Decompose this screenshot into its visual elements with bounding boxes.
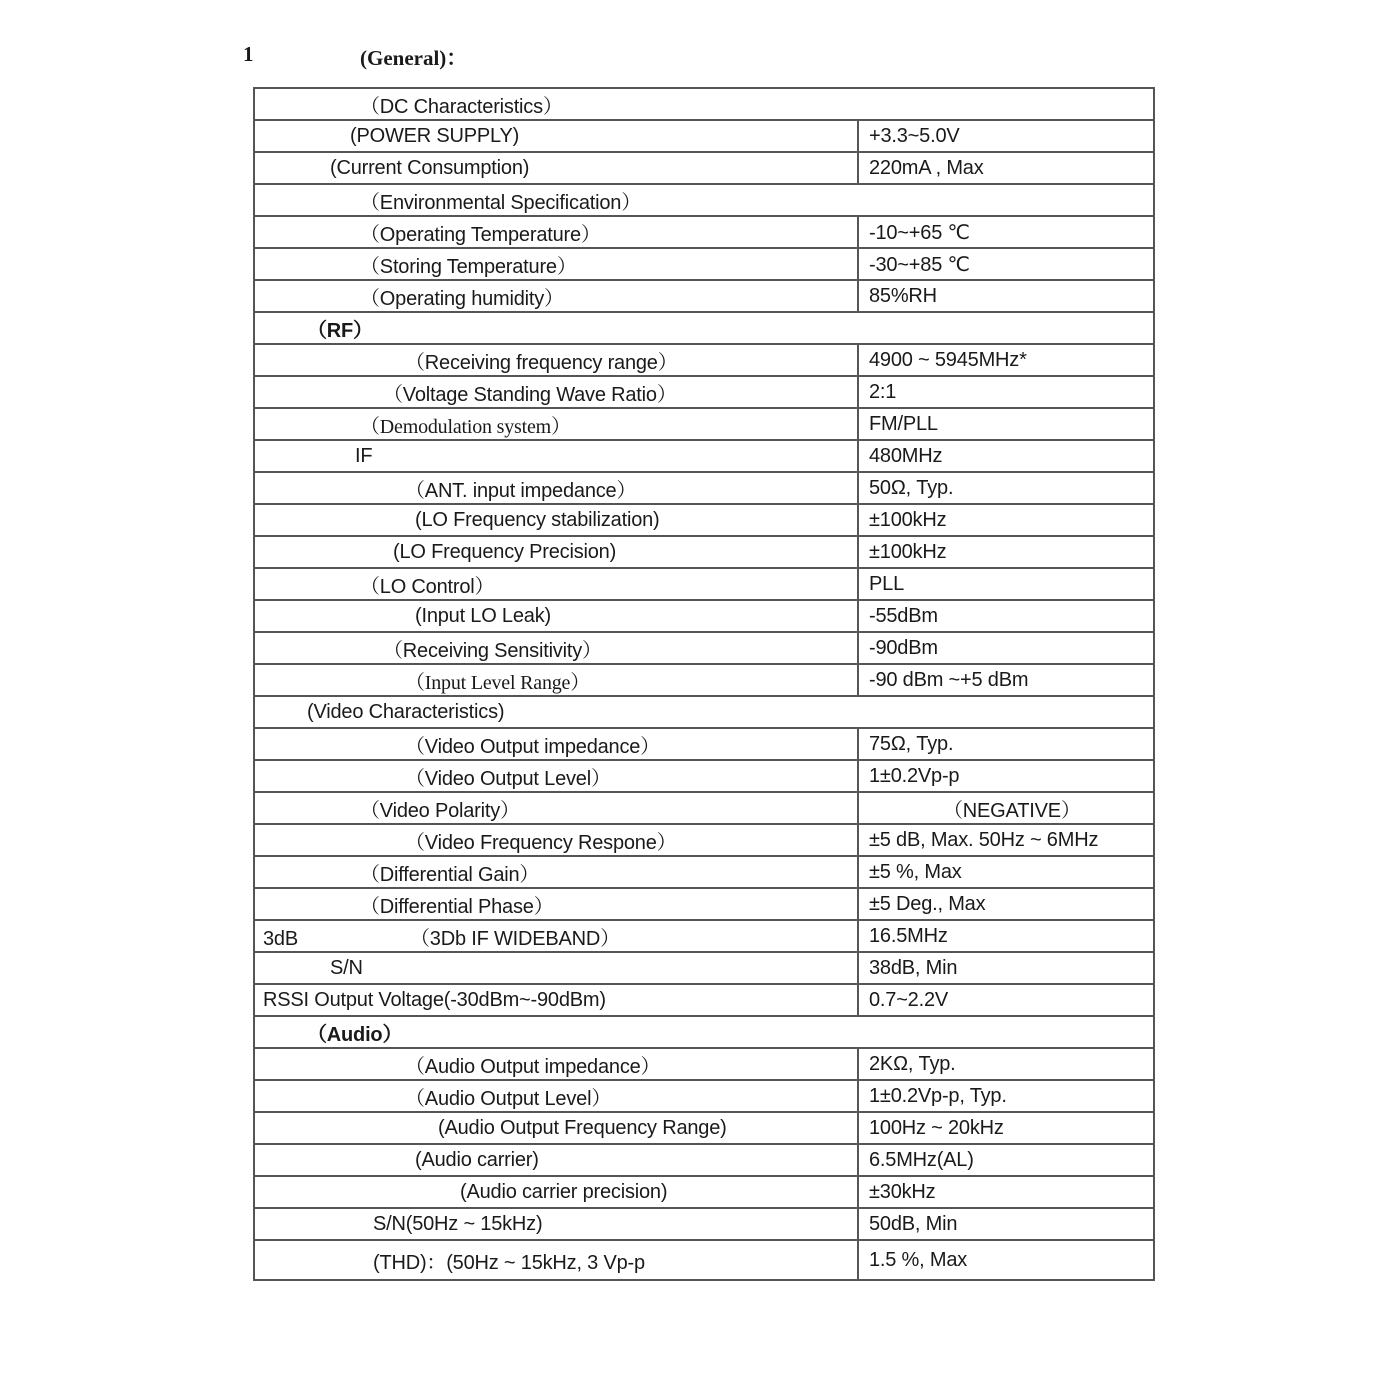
table-row (254, 152, 1154, 184)
spec-label: （Demodulation system） (254, 408, 858, 440)
table-row (254, 856, 1154, 888)
section-label: （DC Characteristics） (254, 88, 1154, 120)
spec-label: IF (254, 440, 858, 472)
spec-label: RSSI Output Voltage(-30dBm~-90dBm) (254, 984, 858, 1016)
spec-label: （LO Control） (254, 568, 858, 600)
spec-label-cell (254, 920, 858, 952)
spec-label: （Video Polarity） (254, 792, 858, 824)
table-row (254, 1080, 1154, 1112)
table-row-section (254, 184, 1154, 216)
table-row (254, 376, 1154, 408)
section-label: (Video Characteristics) (254, 696, 1154, 728)
spec-label: （Storing Temperature） (254, 248, 858, 280)
spec-value: -10~+65 ℃ (858, 216, 1154, 248)
spec-value: 85%RH (858, 280, 1154, 312)
table-row (254, 1240, 1154, 1280)
table-row (254, 568, 1154, 600)
spec-label: (LO Frequency stabilization) (254, 504, 858, 536)
spec-value: 75Ω, Typ. (858, 728, 1154, 760)
table-row (254, 504, 1154, 536)
spec-label: （Operating Temperature） (254, 216, 858, 248)
section-number: 1 (243, 42, 254, 66)
spec-value: ±5 %, Max (858, 856, 1154, 888)
spec-label: （Operating humidity） (254, 280, 858, 312)
spec-value: 38dB, Min (858, 952, 1154, 984)
spec-value: 2KΩ, Typ. (858, 1048, 1154, 1080)
spec-label: (Current Consumption) (254, 152, 858, 184)
spec-label: (THD)：(50Hz ~ 15kHz, 3 Vp-p (254, 1240, 858, 1280)
table-row (254, 1112, 1154, 1144)
table-row-section (254, 88, 1154, 120)
table-row (254, 760, 1154, 792)
table-row (254, 632, 1154, 664)
spec-label: (Audio carrier precision) (254, 1176, 858, 1208)
spec-label: (Audio Output Frequency Range) (254, 1112, 858, 1144)
table-row (254, 1176, 1154, 1208)
spec-value: 100Hz ~ 20kHz (858, 1112, 1154, 1144)
spec-label: （Video Output impedance） (254, 728, 858, 760)
spec-label: （Audio Output Level） (254, 1080, 858, 1112)
spec-value: 50dB, Min (858, 1208, 1154, 1240)
table-row (254, 664, 1154, 696)
spec-label: （Differential Phase） (254, 888, 858, 920)
spec-value: 16.5MHz (858, 920, 1154, 952)
spec-value: ±5 dB, Max. 50Hz ~ 6MHz (858, 824, 1154, 856)
spec-value: （NEGATIVE） (858, 792, 1154, 824)
table-row (254, 120, 1154, 152)
spec-value: 1±0.2Vp-p (858, 760, 1154, 792)
table-row (254, 952, 1154, 984)
spec-label: (POWER SUPPLY) (254, 120, 858, 152)
spec-label: (Audio carrier) (254, 1144, 858, 1176)
spec-prefix: 3dB (263, 927, 298, 950)
spec-value: -30~+85 ℃ (858, 248, 1154, 280)
spec-value: 4900 ~ 5945MHz* (858, 344, 1154, 376)
table-row (254, 1048, 1154, 1080)
spec-value: 0.7~2.2V (858, 984, 1154, 1016)
spec-value: +3.3~5.0V (858, 120, 1154, 152)
spec-value: 2:1 (858, 376, 1154, 408)
table-row (254, 408, 1154, 440)
spec-label: （Receiving frequency range） (254, 344, 858, 376)
spec-label: （Differential Gain） (254, 856, 858, 888)
table-row-section (254, 696, 1154, 728)
table-row-section (254, 1016, 1154, 1048)
table-row (254, 248, 1154, 280)
spec-label: S/N (254, 952, 858, 984)
spec-value: ±5 Deg., Max (858, 888, 1154, 920)
spec-value: 1.5 %, Max (858, 1240, 1154, 1280)
spec-value: ±100kHz (858, 536, 1154, 568)
spec-label: (Input LO Leak) (254, 600, 858, 632)
table-row (254, 920, 1154, 952)
spec-label: （Receiving Sensitivity） (254, 632, 858, 664)
table-row (254, 984, 1154, 1016)
spec-value: ±30kHz (858, 1176, 1154, 1208)
table-row (254, 1144, 1154, 1176)
table-row (254, 216, 1154, 248)
spec-label: （Video Output Level） (254, 760, 858, 792)
table-row (254, 600, 1154, 632)
section-label: （Audio） (254, 1016, 1154, 1048)
spec-value: 1±0.2Vp-p, Typ. (858, 1080, 1154, 1112)
table-row (254, 440, 1154, 472)
table-row (254, 344, 1154, 376)
section-title: (General)： (360, 46, 468, 70)
spec-value: 220mA , Max (858, 152, 1154, 184)
table-row (254, 472, 1154, 504)
spec-label: （Video Frequency Respone） (254, 824, 858, 856)
table-row (254, 536, 1154, 568)
spec-label: （3Db IF WIDEBAND） (410, 927, 620, 950)
table-row (254, 728, 1154, 760)
table-row (254, 280, 1154, 312)
spec-value: -55dBm (858, 600, 1154, 632)
spec-value: FM/PLL (858, 408, 1154, 440)
spec-value: -90 dBm ~+5 dBm (858, 664, 1154, 696)
spec-value: 480MHz (858, 440, 1154, 472)
table-row (254, 888, 1154, 920)
spec-value: PLL (858, 568, 1154, 600)
table-row (254, 824, 1154, 856)
section-label: （RF） (254, 312, 1154, 344)
spec-label: (LO Frequency Precision) (254, 536, 858, 568)
section-label: （Environmental Specification） (254, 184, 1154, 216)
table-row (254, 1208, 1154, 1240)
spec-value: 50Ω, Typ. (858, 472, 1154, 504)
spec-label: （ANT. input impedance） (254, 472, 858, 504)
spec-label: （Voltage Standing Wave Ratio） (254, 376, 858, 408)
table-row-section (254, 312, 1154, 344)
spec-label: S/N(50Hz ~ 15kHz) (254, 1208, 858, 1240)
spec-value: 6.5MHz(AL) (858, 1144, 1154, 1176)
table-row (254, 792, 1154, 824)
spec-table (253, 87, 1155, 1281)
spec-value: -90dBm (858, 632, 1154, 664)
spec-value: ±100kHz (858, 504, 1154, 536)
spec-label: （Input Level Range） (254, 664, 858, 696)
spec-label: （Audio Output impedance） (254, 1048, 858, 1080)
